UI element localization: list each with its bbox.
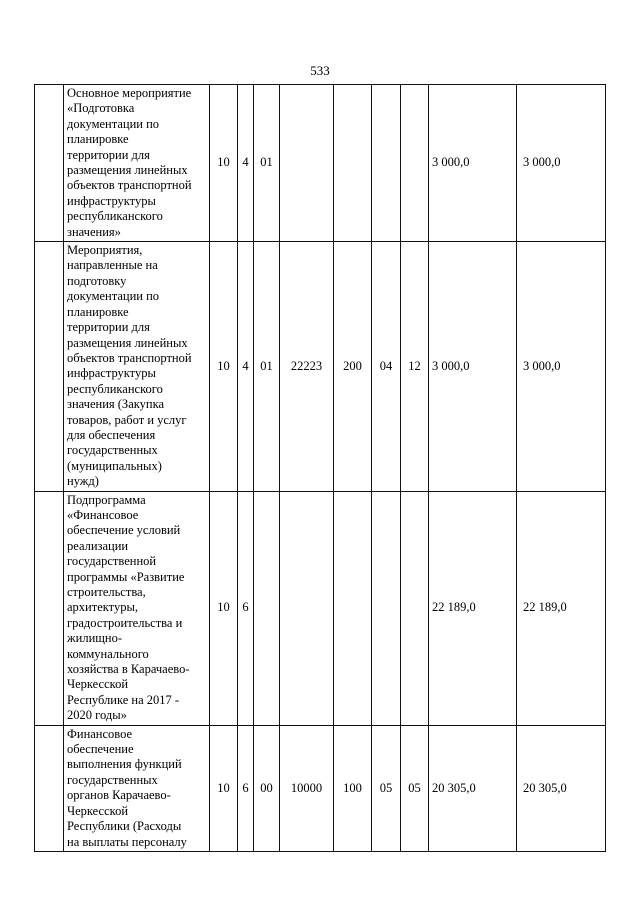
code-cell: 04 [372, 242, 401, 492]
amount-cell: 20 305,0 [429, 725, 517, 851]
code-cell: 200 [334, 242, 372, 492]
code-cell [401, 85, 429, 242]
amount-cell: 22 189,0 [517, 491, 606, 725]
code-cell: 4 [238, 242, 254, 492]
blank-cell [35, 491, 64, 725]
amount-cell: 3 000,0 [429, 85, 517, 242]
code-cell [372, 85, 401, 242]
code-cell: 12 [401, 242, 429, 492]
code-cell: 100 [334, 725, 372, 851]
table-row [35, 85, 606, 242]
amount-cell: 3 000,0 [429, 242, 517, 492]
amount-cell: 20 305,0 [517, 725, 606, 851]
row-description: Финансовое обеспечение выполнения функций государственных органов Карачаево- Черкесской Республики (Расходы на выплаты персоналу [64, 725, 210, 851]
amount-cell: 22 189,0 [429, 491, 517, 725]
code-cell: 10 [210, 725, 238, 851]
code-cell [334, 85, 372, 242]
code-cell [334, 491, 372, 725]
table-row [35, 725, 606, 851]
code-cell: 01 [254, 85, 280, 242]
code-cell [280, 491, 334, 725]
code-cell: 00 [254, 725, 280, 851]
page-number: 533 [310, 63, 330, 78]
code-cell: 22223 [280, 242, 334, 492]
blank-cell [35, 725, 64, 851]
code-cell [372, 491, 401, 725]
blank-cell [35, 242, 64, 492]
blank-cell [35, 85, 64, 242]
code-cell: 05 [401, 725, 429, 851]
code-cell: 4 [238, 85, 254, 242]
code-cell [401, 491, 429, 725]
table-row [35, 242, 606, 492]
code-cell: 10 [210, 85, 238, 242]
code-cell: 10000 [280, 725, 334, 851]
table-row [35, 491, 606, 725]
row-description: Основное мероприятие «Подготовка документации по планировке территории для размещения линейных объектов транспортной инфраструктуры республиканского значения» [64, 85, 210, 242]
code-cell: 10 [210, 491, 238, 725]
code-cell [254, 491, 280, 725]
code-cell: 05 [372, 725, 401, 851]
code-cell: 6 [238, 491, 254, 725]
code-cell: 6 [238, 725, 254, 851]
code-cell: 01 [254, 242, 280, 492]
code-cell [280, 85, 334, 242]
budget-table [34, 84, 606, 852]
row-description: Мероприятия, направленные на подготовку документации по планировке территории для размещения линейных объектов транспортной инфраструктуры республиканского значения (Закупка товаров, работ и услуг для обеспечения государственных (муниципальных) нужд) [64, 242, 210, 492]
row-description: Подпрограмма «Финансовое обеспечение условий реализации государственной программы «Развитие строительства, архитектуры, градостроительства и жилищно- коммунального хозяйства в Карачаево- Черкесской Республике на 2017 - 2020 годы» [64, 491, 210, 725]
amount-cell: 3 000,0 [517, 85, 606, 242]
code-cell: 10 [210, 242, 238, 492]
amount-cell: 3 000,0 [517, 242, 606, 492]
